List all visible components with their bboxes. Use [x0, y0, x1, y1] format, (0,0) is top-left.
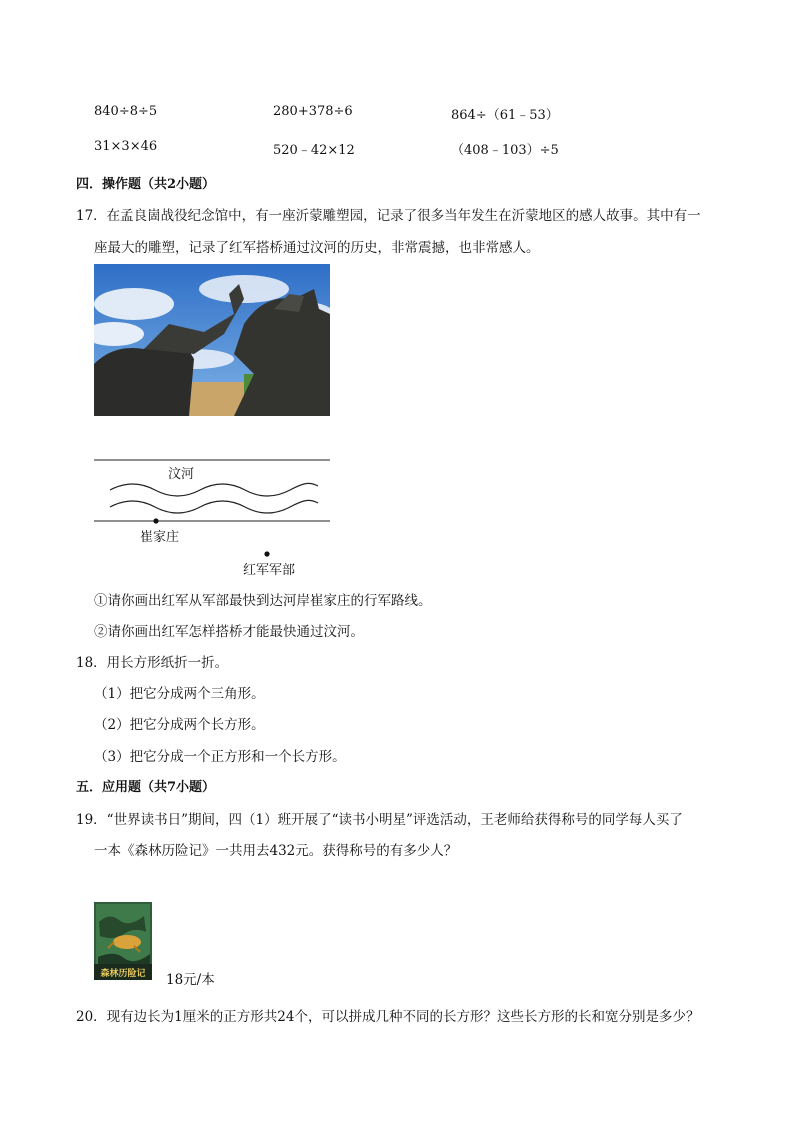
calc-6: （408﹣103）÷5 [451, 143, 559, 158]
hq-dot [264, 551, 269, 556]
book-cover [94, 902, 152, 980]
calc-4: 31×3×46 [94, 139, 158, 154]
q17-line2: 座最大的雕塑，记录了红军搭桥通过汶河的历史，非常震撼，也非常感人。 [94, 240, 540, 256]
q18-item-3: （3）把它分成一个正方形和一个长方形。 [94, 749, 346, 765]
q18-item-2: （2）把它分成两个长方形。 [94, 717, 265, 733]
q18-title: 18．用长方形纸折一折。 [76, 655, 229, 671]
river-diagram [90, 452, 340, 582]
river-label: 汶河 [168, 467, 195, 482]
q17-task1: ①请你画出红军从军部最快到达河岸崔家庄的行军路线。 [94, 593, 432, 609]
q19-line1: 19．“世界读书日”期间，四（1）班开展了“读书小明星”评选活动，王老师给获得称号的同学每人买了 [76, 812, 683, 828]
sculpture-photo [94, 264, 330, 416]
section-five-heading: 五．应用题（共7小题） [76, 780, 216, 795]
calc-1: 840÷8÷5 [94, 104, 158, 119]
calc-2: 280+378÷6 [273, 104, 353, 119]
book-price: 18元/本 [166, 972, 215, 988]
section-four-heading: 四．操作题（共2小题） [76, 177, 216, 192]
river-wave-top [110, 483, 318, 496]
village-label: 崔家庄 [140, 530, 180, 545]
q19-line2: 一本《森林历险记》一共用去432元。获得称号的有多少人？ [94, 843, 458, 859]
village-dot [153, 518, 158, 523]
q18-item-1: （1）把它分成两个三角形。 [94, 686, 265, 702]
calc-3: 864÷（61﹣53） [451, 108, 559, 123]
book-title: 森林历险记 [100, 969, 146, 979]
hq-label: 红军军部 [243, 563, 296, 578]
q17-line1: 17．在孟良崮战役纪念馆中，有一座沂蒙雕塑园，记录了很多当年发生在沂蒙地区的感人故事。其中有一 [76, 208, 701, 224]
river-wave-bottom [110, 500, 318, 513]
q17-task2: ②请你画出红军怎样搭桥才能最快通过汶河。 [94, 624, 364, 640]
calc-5: 520﹣42×12 [273, 143, 355, 158]
q20-line1: 20．现有边长为1厘米的正方形共24个，可以拼成几种不同的长方形？这些长方形的长和宽分别是多少？ [76, 1009, 700, 1025]
